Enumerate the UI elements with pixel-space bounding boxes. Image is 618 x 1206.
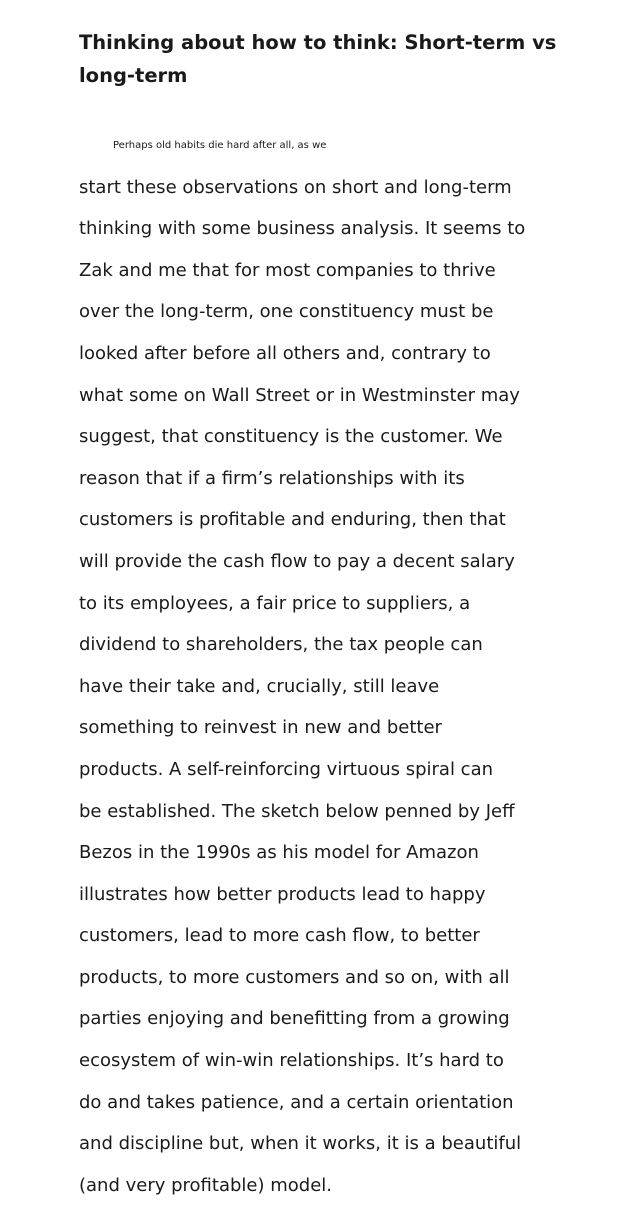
paragraph-line: Perhaps old habits die hard after all, as we <box>113 140 327 151</box>
heading-line: Thinking about how to think: Short-term vs <box>79 31 557 54</box>
paragraph-line: to its employees, a fair price to suppliers, a <box>79 592 471 614</box>
paragraph-line: products. A self-reinforcing virtuous spiral can <box>79 758 494 780</box>
paragraph-line: illustrates how better products lead to happy <box>79 883 486 905</box>
paragraph-line: Zak and me that for most companies to thrive <box>79 259 496 281</box>
paragraph-line: will provide the cash flow to pay a decent salary <box>79 550 515 572</box>
paragraph-line: customers is profitable and enduring, then that <box>79 509 506 531</box>
paragraph-line: reason that if a firm’s relationships with its <box>79 467 465 489</box>
paragraph-line: parties enjoying and benefitting from a growing <box>79 1008 510 1030</box>
paragraph-line: something to reinvest in new and better <box>79 717 442 739</box>
paragraph-line: thinking with some business analysis. It seems to <box>79 218 526 240</box>
paragraph-line: dividend to shareholders, the tax people can <box>79 634 483 656</box>
paragraph-line: looked after before all others and, contrary to <box>79 342 491 364</box>
paragraph-line: Bezos in the 1990s as his model for Amazon <box>79 842 479 864</box>
paragraph-line: be established. The sketch below penned by Jeff <box>79 800 515 822</box>
paragraph-line: have their take and, crucially, still leave <box>79 675 440 697</box>
paragraph-line: suggest, that constituency is the customer. We <box>79 426 503 448</box>
paragraph-line: over the long-term, one constituency must be <box>79 301 494 323</box>
paragraph-line: (and very profitable) model. <box>79 1174 332 1196</box>
body-paragraph <box>79 125 604 1206</box>
heading-line: long-term <box>79 64 188 87</box>
paragraph-line: customers, lead to more cash flow, to better <box>79 925 480 947</box>
paragraph-line: what some on Wall Street or in Westminster may <box>79 384 520 406</box>
paragraph-line: start these observations on short and long-term <box>79 176 512 198</box>
section-heading <box>79 26 579 92</box>
paragraph-line: products, to more customers and so on, with all <box>79 966 510 988</box>
paragraph-line: and discipline but, when it works, it is a beautiful <box>79 1133 522 1155</box>
paragraph-line: ecosystem of win-win relationships. It’s hard to <box>79 1050 504 1072</box>
paragraph-line: do and takes patience, and a certain orientation <box>79 1091 514 1113</box>
